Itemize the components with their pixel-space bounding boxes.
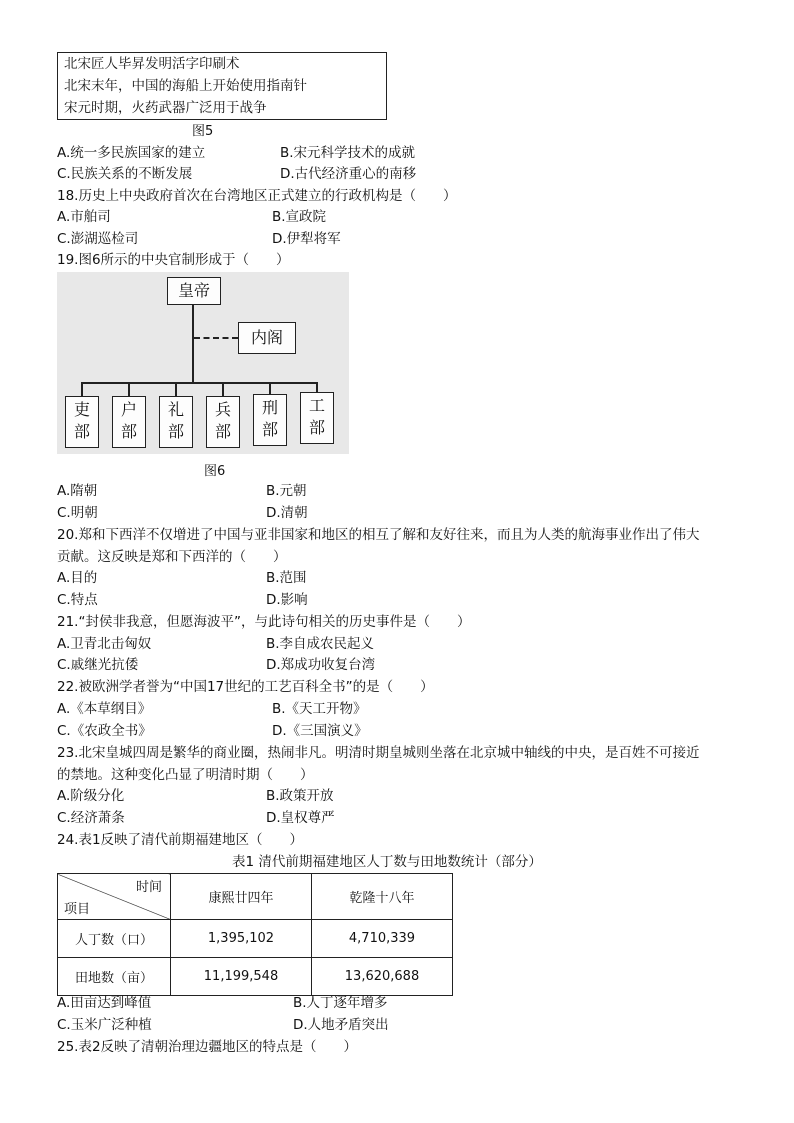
table1 [57, 873, 453, 996]
q23-option-c: C.经济萧条 [57, 810, 125, 826]
q21-stem: 21.“封侯非我意，但愿海波平”，与此诗句相关的历史事件是（ ） [57, 614, 471, 630]
table1-cell: 4,710,339 [312, 920, 453, 958]
q21-option-a: A.卫青北击匈奴 [57, 636, 152, 652]
q22-stem: 22.被欧洲学者誉为“中国17世纪的工艺百科全书”的是（ ） [57, 679, 434, 695]
table1-row-label: 人丁数（口） [58, 920, 171, 958]
table1-cell: 13,620,688 [312, 958, 453, 996]
q17-option-c: C.民族关系的不断发展 [57, 166, 193, 182]
q19-option-b: B.元朝 [266, 483, 307, 499]
q17-option-d: D.古代经济重心的南移 [280, 166, 417, 182]
q24-option-b: B.人丁逐年增多 [293, 995, 388, 1011]
q18-option-d: D.伊犁将军 [272, 231, 341, 247]
q17-option-a: A.统一多民族国家的建立 [57, 145, 206, 161]
q18-option-c: C.澎湖巡检司 [57, 231, 139, 247]
q23-option-a: A.阶级分化 [57, 788, 125, 804]
ministry-personnel-box: 吏 部 [65, 396, 99, 448]
ministry-rites-box: 礼 部 [159, 396, 193, 448]
table1-header-time: 时间 [135, 880, 162, 895]
table1-cell: 11,199,548 [171, 958, 312, 996]
q20-option-b: B.范围 [266, 570, 307, 586]
q24-stem: 24.表1反映了清代前期福建地区（ ） [57, 832, 304, 848]
table1-header-item: 项目 [64, 902, 91, 917]
q18-option-a: A.市舶司 [57, 209, 111, 225]
q22-option-a: A.《本草纲目》 [57, 701, 152, 717]
q19-stem: 19.图6所示的中央官制形成于（ ） [57, 252, 290, 268]
ministry-branch-line [81, 382, 316, 384]
q21-option-b: B.李自成农民起义 [266, 636, 375, 652]
ministry-works-box: 工 部 [300, 392, 334, 444]
figure6-caption: 图6 [204, 464, 226, 479]
ministry-revenue-box: 户 部 [112, 396, 146, 448]
table1-title: 表1 清代前期福建地区人丁数与田地数统计（部分） [232, 854, 542, 870]
q24-option-c: C.玉米广泛种植 [57, 1017, 152, 1033]
figure5-line-3: 宋元时期，火药武器广泛用于战争 [64, 100, 267, 116]
q24-option-d: D.人地矛盾突出 [293, 1017, 389, 1033]
ministry-war-box: 兵 部 [206, 396, 240, 448]
figure5-line-1: 北宋匠人毕昇发明活字印刷术 [64, 56, 240, 72]
q18-stem: 18.历史上中央政府首次在台湾地区正式建立的行政机构是（ ） [57, 188, 457, 204]
q22-option-d: D.《三国演义》 [272, 723, 368, 739]
table1-cell: 1,395,102 [171, 920, 312, 958]
q19-option-c: C.明朝 [57, 505, 98, 521]
table1-header-corner [58, 874, 171, 920]
ministry-justice-box: 刑 部 [253, 394, 287, 446]
table1-col-header: 乾隆十八年 [312, 874, 453, 920]
q20-stem-line-1: 20.郑和下西洋不仅增进了中国与亚非国家和地区的相互了解和友好往来，而且为人类的航海事业作出了伟大 [57, 527, 700, 543]
q23-option-b: B.政策开放 [266, 788, 334, 804]
table1-col-header: 康熙廿四年 [171, 874, 312, 920]
q22-option-b: B.《天工开物》 [272, 701, 367, 717]
figure5-caption: 图5 [192, 124, 214, 139]
q19-option-d: D.清朝 [266, 505, 308, 521]
q24-option-a: A.田亩达到峰值 [57, 995, 152, 1011]
q20-stem-line-2: 贡献。这反映是郑和下西洋的（ ） [57, 549, 287, 565]
emperor-box: 皇帝 [167, 277, 221, 305]
figure5-line-2: 北宋末年，中国的海船上开始使用指南针 [64, 78, 307, 94]
q25-stem: 25.表2反映了清朝治理边疆地区的特点是（ ） [57, 1039, 358, 1055]
figure6-diagram [57, 272, 349, 454]
q21-option-c: C.戚继光抗倭 [57, 657, 139, 673]
cabinet-box: 内阁 [238, 322, 296, 354]
q20-option-a: A.目的 [57, 570, 98, 586]
table1-row-label: 田地数（亩） [58, 958, 171, 996]
figure5-box [57, 52, 387, 120]
q19-option-a: A.隋朝 [57, 483, 98, 499]
q21-option-d: D.郑成功收复台湾 [266, 657, 376, 673]
q17-option-b: B.宋元科学技术的成就 [280, 145, 416, 161]
q23-stem-line-2: 的禁地。这种变化凸显了明清时期（ ） [57, 767, 314, 783]
cabinet-dashed-link [194, 337, 238, 339]
trunk-line [192, 305, 194, 383]
q22-option-c: C.《农政全书》 [57, 723, 152, 739]
q20-option-c: C.特点 [57, 592, 98, 608]
q23-stem-line-1: 23.北宋皇城四周是繁华的商业圈，热闹非凡。明清时期皇城则坐落在北京城中轴线的中央，是百姓不可接近 [57, 745, 700, 761]
q20-option-d: D.影响 [266, 592, 308, 608]
q18-option-b: B.宣政院 [272, 209, 327, 225]
q23-option-d: D.皇权尊严 [266, 810, 335, 826]
